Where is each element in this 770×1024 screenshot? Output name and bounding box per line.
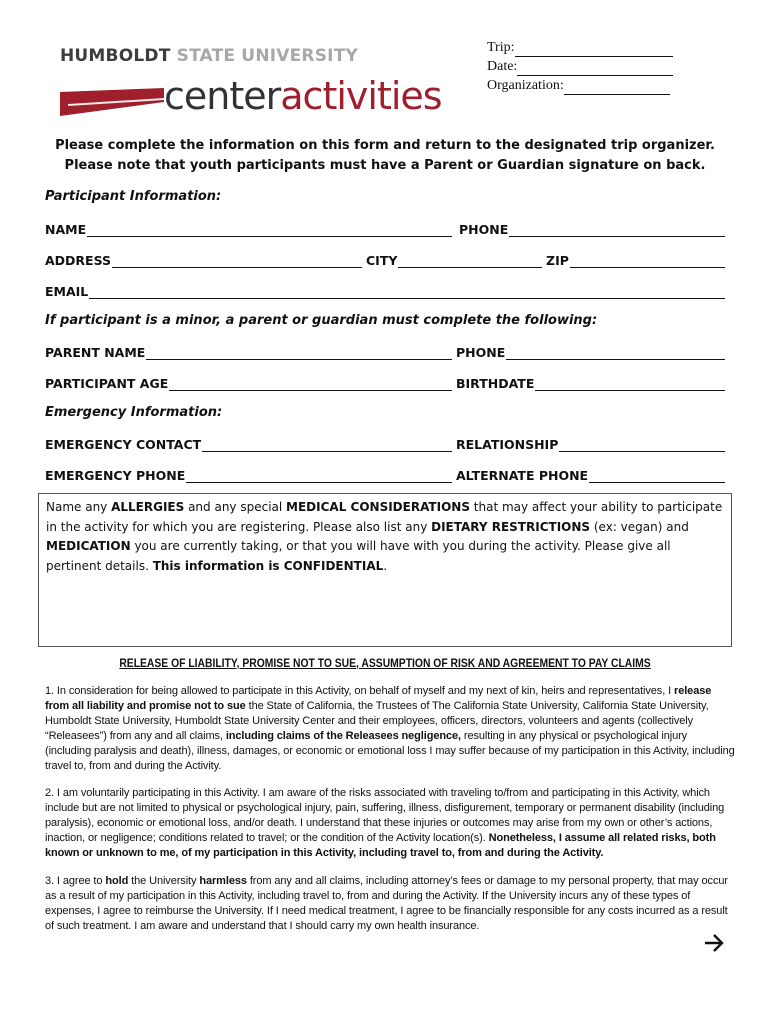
release-text: 1. In consideration for being allowed to participate in this Activity, on behalf of myself and my next of kin, heirs and representatives, I bbox=[45, 685, 675, 697]
trip-field[interactable] bbox=[515, 42, 673, 57]
arrow-right-icon[interactable] bbox=[703, 932, 725, 954]
zip-label: ZIP bbox=[546, 253, 569, 268]
trip-info bbox=[487, 38, 673, 95]
date-label: Date: bbox=[487, 59, 518, 74]
release-text: resulting in any physical or psychological injury (including paralysis and death), illness, damages, or economic or emotional loss I may suffer because of my participation in this Activity, including travel to, from and during the Activity. bbox=[45, 730, 735, 773]
release-text-bold: including claims of the Releasees negligence, bbox=[225, 730, 461, 743]
emergency-phone-field[interactable] bbox=[45, 467, 452, 483]
name-label: NAME bbox=[45, 222, 87, 237]
relationship-field[interactable] bbox=[456, 436, 725, 452]
logo-wordmark bbox=[164, 74, 442, 118]
release-title: RELEASE OF LIABILITY, PROMISE NOT TO SUE, ASSUMPTION OF RISK AND AGREEMENT TO PAY CLAIMS bbox=[119, 658, 651, 670]
university-name-light: STATE UNIVERSITY bbox=[176, 46, 359, 66]
emergency-contact-label: EMERGENCY CONTACT bbox=[45, 437, 202, 452]
email-field[interactable] bbox=[45, 283, 725, 299]
university-name-bold: HUMBOLDT bbox=[60, 46, 171, 66]
medical-text: that may affect your ability to participate in the activity for which you are registering. Please also list any bbox=[46, 500, 723, 534]
name-line[interactable] bbox=[87, 223, 452, 237]
section-emergency: Emergency Information: bbox=[45, 405, 223, 420]
parent-phone-field[interactable] bbox=[456, 344, 725, 360]
release-text: 3. I agree to bbox=[45, 875, 106, 887]
phone-field[interactable] bbox=[459, 221, 725, 237]
birthdate-line[interactable] bbox=[535, 377, 725, 391]
relationship-label: RELATIONSHIP bbox=[456, 437, 559, 452]
release-paragraph-1 bbox=[45, 684, 735, 775]
medical-text-bold: This information is CONFIDENTIAL bbox=[152, 558, 384, 573]
address-line[interactable] bbox=[112, 254, 362, 268]
medical-text: you are currently taking, or that you will have with you during the activity. Please give all pertinent details. bbox=[46, 539, 671, 573]
medical-text-bold: DIETARY RESTRICTIONS bbox=[431, 519, 591, 534]
university-name bbox=[60, 46, 358, 66]
release-text-bold: Nonetheless, I assume all related risks, both known or unknown to me, of my participation in this Activity, including travel to, from and during the Activity. bbox=[45, 832, 716, 860]
participant-age-label: PARTICIPANT AGE bbox=[45, 376, 169, 391]
release-text-bold: hold bbox=[105, 875, 129, 887]
emergency-contact-line[interactable] bbox=[202, 438, 452, 452]
phone-label: PHONE bbox=[459, 222, 509, 237]
release-text: the State of California, the Trustees of The California State University, California State University, Humboldt State University, Humboldt State University Center and their employees, officers, directors, volunteers and agents (collectively “Releasees”) from any and all claims, bbox=[45, 700, 709, 743]
release-paragraph-3 bbox=[45, 874, 735, 934]
trip-label: Trip: bbox=[487, 40, 515, 55]
medical-text-bold: MEDICATION bbox=[46, 539, 131, 553]
address-field[interactable] bbox=[45, 252, 362, 268]
section-minor: If participant is a minor, a parent or guardian must complete the following: bbox=[45, 313, 598, 328]
intro-text: Please complete the information on this form and return to the designated trip organizer. Please note that youth participants must have a Parent or Guardian signature on back. bbox=[55, 138, 715, 173]
release-text: the University bbox=[128, 875, 200, 887]
alternate-phone-label: ALTERNATE PHONE bbox=[456, 468, 589, 483]
section-participant: Participant Information: bbox=[45, 189, 222, 204]
medical-text: Name any bbox=[46, 500, 112, 514]
address-label: ADDRESS bbox=[45, 253, 112, 268]
participant-age-line[interactable] bbox=[169, 377, 452, 391]
email-label: EMAIL bbox=[45, 284, 89, 299]
parent-phone-label: PHONE bbox=[456, 345, 506, 360]
release-text-bold: harmless bbox=[199, 875, 247, 887]
city-field[interactable] bbox=[366, 252, 542, 268]
email-line[interactable] bbox=[89, 285, 725, 299]
medical-text-bold: MEDICAL CONSIDERATIONS bbox=[286, 500, 470, 514]
release-text: 2. I am voluntarily participating in this Activity. I am aware of the risks associated with traveling to/from and participating in this Activity, which include but are not limited to physical or psychological injury, pain, suffering, illness, disfigurement, temporary or permanent disability (including paralysis), economic or emotional loss, and/or death. I understand that these injuries or outcomes may arise from my own or other’s actions, inaction, or negligence; conditions related to travel; or the condition of the Activity location(s). bbox=[45, 787, 725, 845]
medical-text: . bbox=[383, 558, 388, 573]
release-text: from any and all claims, including attorney’s fees or damage to my personal property, that may occur as a result of my participation in this Activity, including travel to, from and during the Activity. If the University incurs any of these types of expenses, I agree to reimburse the University. If I need medical treatment, I agree to be financially responsible for any costs incurred as a result of such treatment. I am aware and understand that I should carry my own health insurance. bbox=[45, 875, 728, 933]
emergency-phone-label: EMERGENCY PHONE bbox=[45, 468, 186, 483]
medical-text-bold: ALLERGIES bbox=[111, 500, 185, 514]
zip-line[interactable] bbox=[570, 254, 725, 268]
birthdate-field[interactable] bbox=[456, 375, 725, 391]
city-line[interactable] bbox=[398, 254, 542, 268]
logo-swoosh-icon bbox=[60, 88, 164, 116]
name-field[interactable] bbox=[45, 221, 452, 237]
parent-name-label: PARENT NAME bbox=[45, 345, 146, 360]
parent-name-field[interactable] bbox=[45, 344, 452, 360]
participant-age-field[interactable] bbox=[45, 375, 452, 391]
emergency-contact-field[interactable] bbox=[45, 436, 452, 452]
medical-info-box[interactable] bbox=[38, 493, 732, 647]
zip-field[interactable] bbox=[546, 252, 725, 268]
release-text-bold: release from all liability and promise not to sue bbox=[45, 685, 712, 713]
header bbox=[0, 0, 770, 130]
emergency-phone-line[interactable] bbox=[186, 469, 452, 483]
release-paragraph-2 bbox=[45, 786, 735, 861]
parent-phone-line[interactable] bbox=[506, 346, 725, 360]
organization-field[interactable] bbox=[564, 80, 670, 95]
alternate-phone-line[interactable] bbox=[589, 469, 725, 483]
city-label: CITY bbox=[366, 253, 398, 268]
alternate-phone-field[interactable] bbox=[456, 467, 725, 483]
date-field[interactable] bbox=[517, 61, 673, 76]
medical-text: (ex: vegan) and bbox=[590, 519, 689, 534]
phone-line[interactable] bbox=[509, 223, 725, 237]
parent-name-line[interactable] bbox=[146, 346, 452, 360]
logo-wordmark-center: center bbox=[164, 74, 281, 118]
organization-label: Organization: bbox=[487, 78, 564, 93]
medical-text: and any special bbox=[184, 500, 287, 514]
relationship-line[interactable] bbox=[559, 438, 725, 452]
birthdate-label: BIRTHDATE bbox=[456, 376, 535, 391]
logo-wordmark-activities: activities bbox=[280, 74, 442, 118]
